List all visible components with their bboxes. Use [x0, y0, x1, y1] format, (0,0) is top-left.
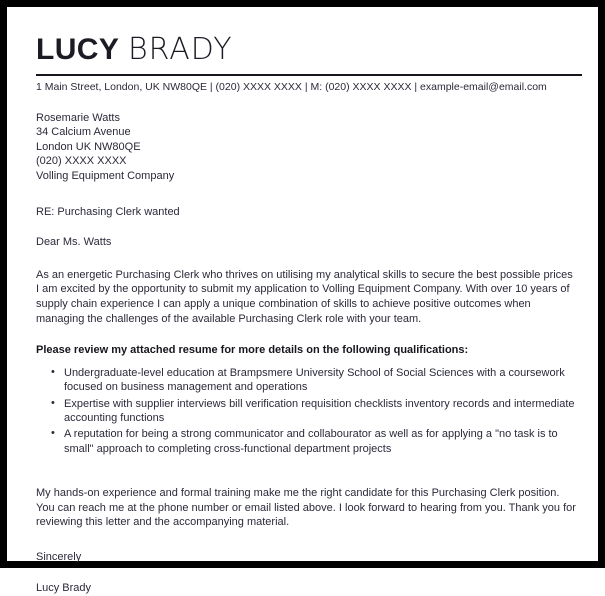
- sender-last-name: BRADY: [128, 32, 233, 67]
- letterhead: [36, 33, 569, 94]
- sender-contact-line: 1 Main Street, London, UK NW80QE | (020) XXXX XXXX | M: (020) XXXX XXXX | example-email@email.com: [36, 81, 547, 93]
- list-item: • A reputation for being a strong communicator and collabourator as well as for applying a "no task is to small" approach to completing cross-functional department projects: [64, 427, 576, 456]
- recipient-city: London UK NW80QE: [36, 140, 141, 153]
- letter-sheet: [7, 7, 598, 595]
- closing-paragraph: My hands-on experience and formal training make me the right candidate for this Purchasing Clerk position. You can reach me at the phone number or email listed above. I look forward to hearing from you. Thank you for reviewing this letter and the accompanying material.: [36, 487, 576, 529]
- letterhead-divider: [36, 74, 582, 76]
- list-item: • Undergraduate-level education at Brampsmere University School of Social Sciences with a coursework focused on business management and operations: [64, 366, 576, 395]
- recipient-street: 34 Calcium Avenue: [36, 126, 131, 139]
- qualifications-list: [36, 366, 575, 456]
- subject-line: RE: Purchasing Clerk wanted: [36, 206, 180, 219]
- recipient-company: Volling Equipment Company: [36, 169, 175, 182]
- list-item: • Expertise with supplier interviews bill verification requisition checklists inventory records and intermediate accounting functions: [64, 397, 576, 426]
- sign-off: Sincerely: [36, 551, 82, 564]
- sender-name: [36, 33, 569, 67]
- recipient-address-block: [36, 111, 569, 183]
- opening-paragraph: As an energetic Purchasing Clerk who thrives on utilising my analytical skills to secure the best possible prices I am excited by the opportunity to submit my application to Volling Equipment Company. With over 10 years of supply chain experience I can apply a unique combination of skills to achieve positive outcomes when managing the challenges of the available Purchasing Clerk role with your team.: [36, 268, 573, 325]
- signature-name: Lucy Brady: [36, 582, 92, 595]
- qualifications-lead-in: Please review my attached resume for more details on the following qualifications:: [36, 344, 469, 357]
- recipient-name: Rosemarie Watts: [36, 112, 120, 124]
- recipient-phone: (020) XXXX XXXX: [36, 155, 127, 168]
- salutation: Dear Ms. Watts: [36, 236, 112, 249]
- sender-first-name: LUCY: [36, 33, 120, 66]
